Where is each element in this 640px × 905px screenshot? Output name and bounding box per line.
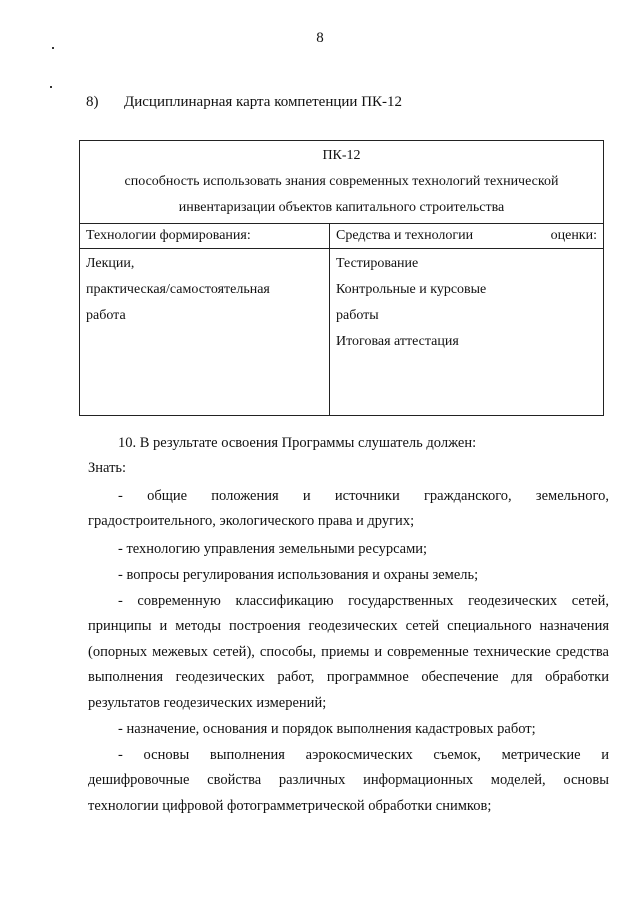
- competence-description-line1: способность использовать знания современных технологий технической: [124, 174, 559, 189]
- list-item: Лекции,: [86, 256, 135, 271]
- column-header-assessment-part2: оценки:: [550, 228, 597, 243]
- list-item: работа: [86, 308, 126, 323]
- column-header-formation: [80, 224, 330, 249]
- know-label: Знать:: [88, 460, 127, 476]
- section-heading: [86, 94, 402, 111]
- competence-header-cell: [80, 141, 604, 224]
- column-header-formation-text: Технологии формирования:: [86, 228, 251, 243]
- list-item: Итоговая аттестация: [336, 334, 459, 349]
- competence-description-line2: инвентаризации объектов капитального строительства: [178, 200, 505, 215]
- list-item: Контрольные и курсовые: [336, 282, 487, 297]
- know-item-4: - современную классификацию государственных геодезических сетей, принципы и методы построения геодезических сетей специального назначения (опорных межевых сетей), способы, приемы и современные технические средства выполнения геодезических работ, программное обеспечение для обработки результатов геодезических измерений;: [88, 593, 609, 711]
- list-item: практическая/самостоятельная: [86, 282, 270, 297]
- assessment-tools-cell: [330, 249, 604, 416]
- know-item-1-line1: - общие положения и источники гражданского, земельного,: [118, 488, 609, 504]
- formation-methods-cell: [80, 249, 330, 416]
- list-item: работы: [336, 308, 379, 323]
- scan-speck: [50, 86, 52, 88]
- list-item: Тестирование: [336, 256, 419, 271]
- know-item-6: - основы выполнения аэрокосмических съемок, метрические и дешифровочные свойства различных информационных моделей, основы технологии цифровой фотограмметрической обработки снимков;: [88, 747, 609, 814]
- column-header-assessment-part1: Средства и технологии: [336, 228, 474, 243]
- column-header-assessment: [330, 224, 604, 249]
- section-number: 8): [86, 94, 99, 110]
- know-item-3: - вопросы регулирования использования и охраны земель;: [118, 567, 479, 583]
- outcomes-heading: 10. В результате освоения Программы слушатель должен:: [118, 435, 477, 451]
- know-item-1-line2: градостроительного, экологического права и других;: [88, 513, 415, 529]
- section-title: Дисциплинарная карта компетенции ПК-12: [124, 94, 403, 110]
- competence-code: ПК-12: [322, 148, 361, 163]
- know-item-2: - технологию управления земельными ресурсами;: [118, 541, 428, 557]
- page-number: 8: [316, 30, 324, 46]
- scan-speck: [52, 47, 54, 49]
- know-item-5: - назначение, основания и порядок выполнения кадастровых работ;: [118, 721, 536, 737]
- competence-table: [79, 140, 604, 416]
